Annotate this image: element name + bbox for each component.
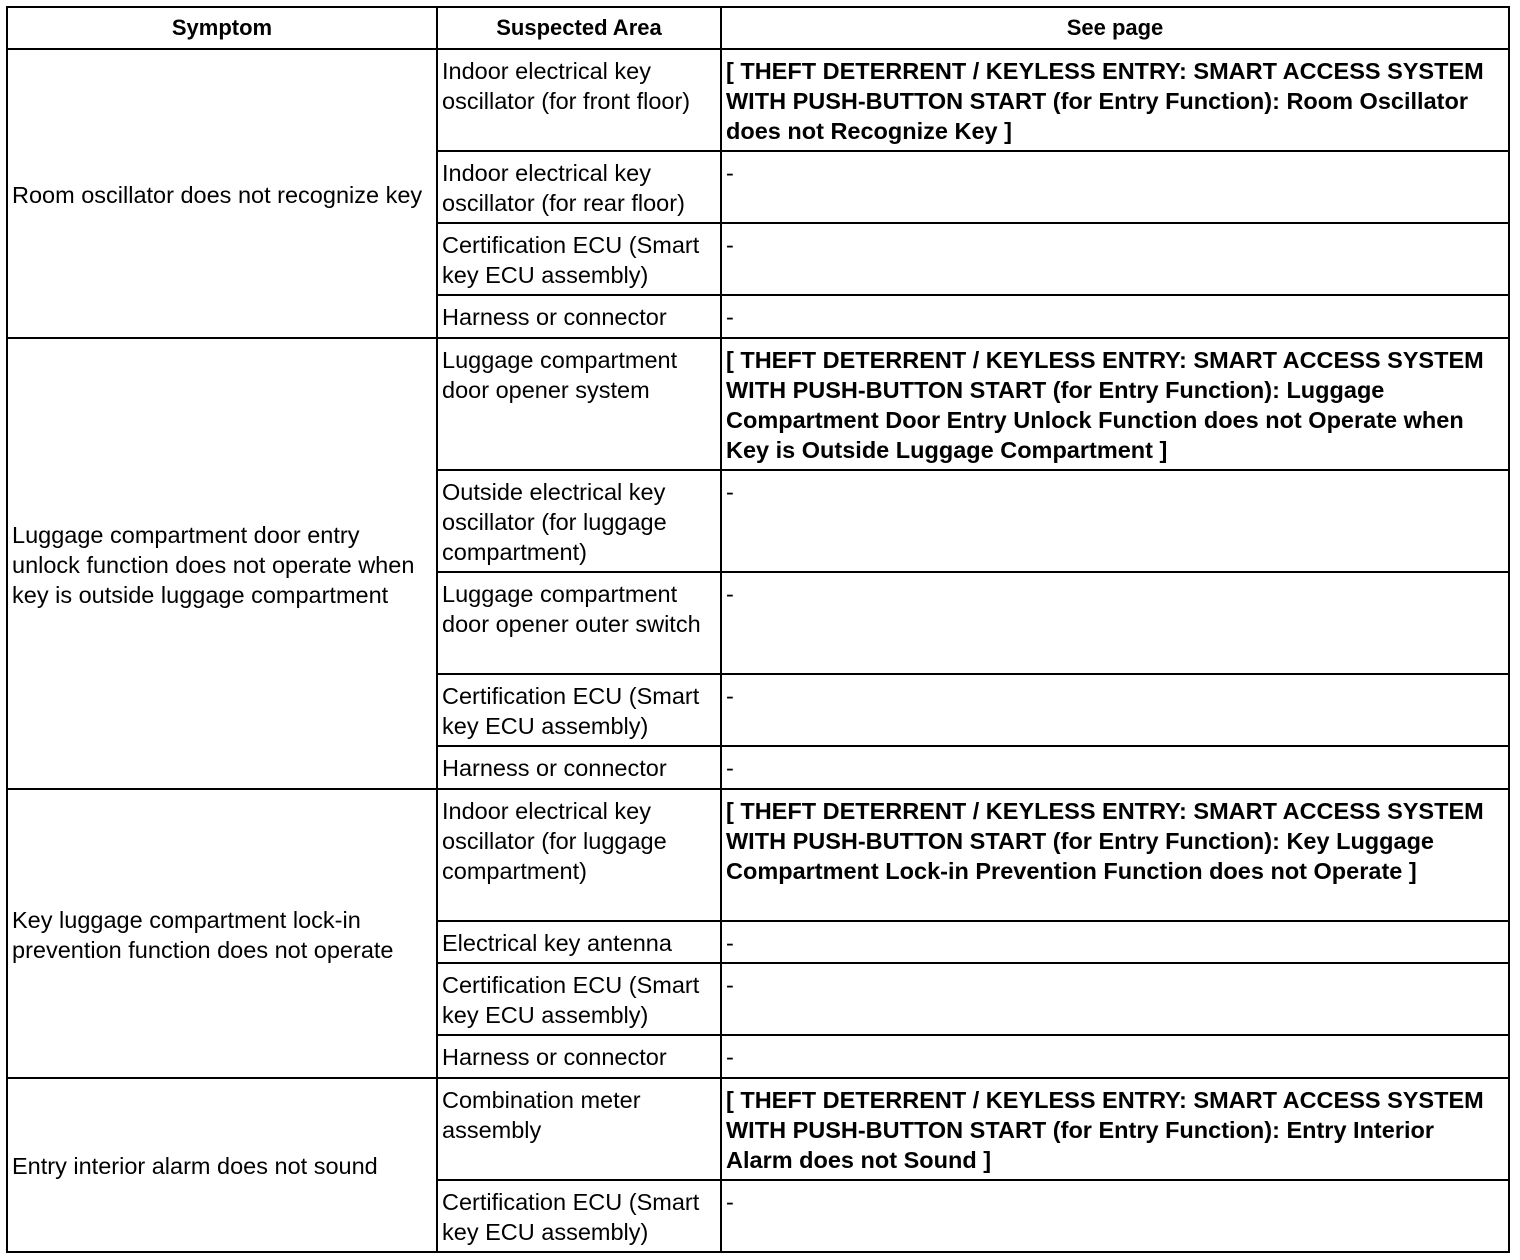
see-page-text: - [726, 160, 734, 186]
see-page-link[interactable]: [ THEFT DETERRENT / KEYLESS ENTRY: SMART ACCESS SYSTEM WITH PUSH-BUTTON START (for Entry Function): Key Luggage Compartment Lock-in Prevention Function does not Operate ] [726, 798, 1484, 884]
symptom-table [6, 6, 1510, 1253]
symptom-text: Luggage compartment door entry unlock function does not operate when key is outside luggage compartment [12, 521, 415, 608]
symptom-cell [7, 1078, 437, 1252]
symptom-cell [7, 338, 437, 789]
symptom-cell [7, 49, 437, 338]
area-text: Luggage compartment door opener outer switch [442, 581, 701, 637]
see-page-cell [721, 921, 1509, 963]
area-cell [437, 1035, 721, 1078]
page [6, 6, 1510, 1253]
see-page-cell [721, 674, 1509, 746]
see-page-cell [721, 49, 1509, 151]
area-text: Certification ECU (Smart key ECU assembly) [442, 972, 700, 1028]
see-page-cell [721, 295, 1509, 338]
symptom-cell [7, 789, 437, 1078]
symptom-text: Entry interior alarm does not sound [12, 1153, 378, 1179]
area-text: Harness or connector [442, 304, 667, 330]
see-page-link[interactable]: [ THEFT DETERRENT / KEYLESS ENTRY: SMART ACCESS SYSTEM WITH PUSH-BUTTON START (for Entry Function): Luggage Compartment Door Entry Unlock Function does not Operate when Key is Outside Luggage Compartment ] [726, 347, 1484, 463]
see-page-text: - [726, 930, 734, 956]
header-see-page: See page [721, 7, 1509, 49]
see-page-text: - [726, 479, 734, 505]
see-page-text: - [726, 304, 734, 330]
header-row [7, 7, 1509, 49]
see-page-link[interactable]: [ THEFT DETERRENT / KEYLESS ENTRY: SMART ACCESS SYSTEM WITH PUSH-BUTTON START (for Entry Function): Entry Interior Alarm does not Sound ] [726, 1087, 1484, 1173]
see-page-text: - [726, 1189, 734, 1215]
area-cell [437, 295, 721, 338]
area-text: Harness or connector [442, 1044, 667, 1070]
area-text: Certification ECU (Smart key ECU assembly) [442, 232, 700, 288]
area-text: Combination meter assembly [442, 1087, 641, 1143]
area-cell [437, 789, 721, 921]
symptom-text: Room oscillator does not recognize key [12, 181, 423, 208]
area-cell [437, 746, 721, 789]
area-text: Certification ECU (Smart key ECU assembly) [442, 1189, 700, 1245]
see-page-link[interactable]: [ THEFT DETERRENT / KEYLESS ENTRY: SMART ACCESS SYSTEM WITH PUSH-BUTTON START (for Entry Function): Room Oscillator does not Recognize Key ] [726, 58, 1484, 144]
see-page-cell [721, 1078, 1509, 1180]
see-page-cell [721, 1035, 1509, 1078]
see-page-cell [721, 338, 1509, 470]
see-page-text: - [726, 972, 734, 998]
area-text: Indoor electrical key oscillator (for luggage compartment) [442, 798, 667, 884]
area-text: Harness or connector [442, 755, 667, 781]
table-row [7, 789, 1509, 921]
area-text: Luggage compartment door opener system [442, 347, 678, 403]
see-page-text: - [726, 581, 734, 607]
table-row [7, 49, 1509, 151]
table-row [7, 1078, 1509, 1180]
symptom-text: Key luggage compartment lock-in prevention function does not operate [12, 906, 394, 963]
area-text: Certification ECU (Smart key ECU assembly) [442, 683, 700, 739]
see-page-cell [721, 963, 1509, 1035]
area-cell [437, 674, 721, 746]
area-cell [437, 49, 721, 151]
table-row [7, 338, 1509, 470]
see-page-text: - [726, 232, 734, 258]
area-cell [437, 151, 721, 223]
area-text: Indoor electrical key oscillator (for rear floor) [442, 160, 685, 216]
area-cell [437, 223, 721, 295]
see-page-text: - [726, 1044, 734, 1070]
area-text: Outside electrical key oscillator (for luggage compartment) [442, 479, 667, 565]
area-text: Electrical key antenna [442, 930, 672, 956]
area-cell [437, 921, 721, 963]
see-page-cell [721, 151, 1509, 223]
see-page-cell [721, 746, 1509, 789]
see-page-cell [721, 470, 1509, 572]
header-symptom: Symptom [7, 7, 437, 49]
area-cell [437, 572, 721, 674]
see-page-cell [721, 1180, 1509, 1252]
header-suspected-area: Suspected Area [437, 7, 721, 49]
see-page-cell [721, 789, 1509, 921]
area-cell [437, 963, 721, 1035]
see-page-text: - [726, 683, 734, 709]
see-page-cell [721, 223, 1509, 295]
see-page-cell [721, 572, 1509, 674]
area-cell [437, 338, 721, 470]
area-text: Indoor electrical key oscillator (for front floor) [442, 58, 691, 114]
area-cell [437, 470, 721, 572]
area-cell [437, 1180, 721, 1252]
area-cell [437, 1078, 721, 1180]
see-page-text: - [726, 755, 734, 781]
